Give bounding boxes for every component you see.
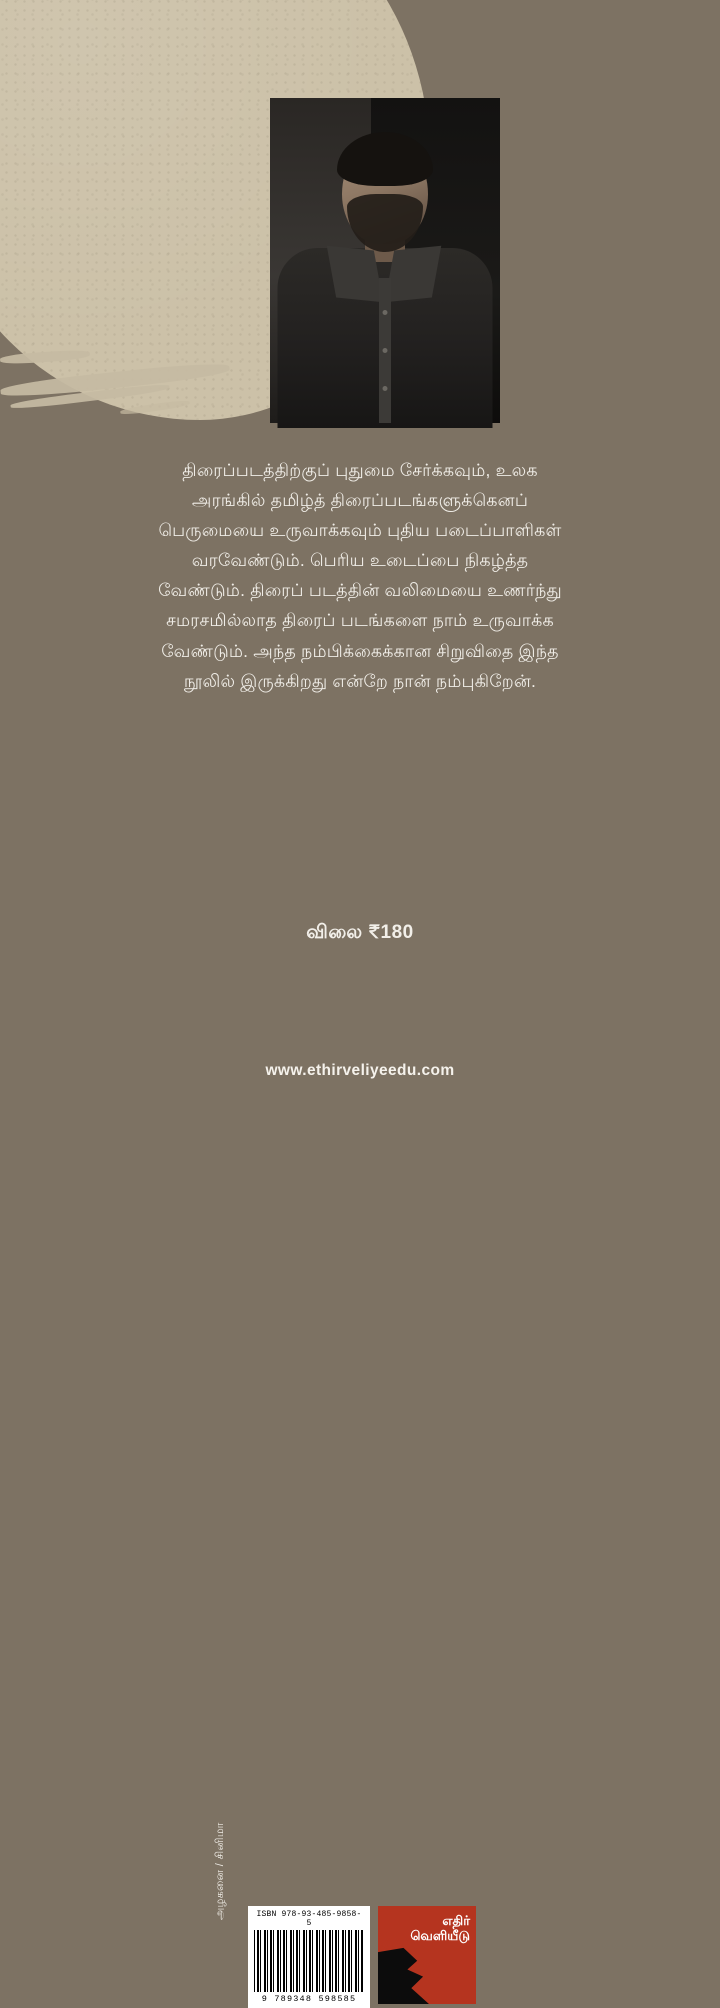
publisher-logo [378, 1906, 476, 2004]
logo-line-2: வெளியீடு [410, 1927, 470, 1943]
portrait-shirt-button [383, 310, 388, 315]
barcode [248, 1906, 370, 2008]
portrait-shirt-button [383, 386, 388, 391]
publisher-website[interactable]: www.ethirveliyeedu.com [265, 1062, 455, 1079]
barcode-number: 9 789348 598585 [261, 1994, 357, 2004]
category-label: அழகனை / சினிமா [214, 1822, 226, 1920]
author-portrait [270, 98, 500, 423]
isbn-text: ISBN 978-93-485-9858-5 [256, 1910, 362, 1928]
logo-text [410, 1914, 470, 1944]
price-label: விலை ₹180 [306, 922, 414, 943]
barcode-bars [254, 1930, 364, 1992]
back-cover-blurb: திரைப்படத்திற்குப் புதுமை சேர்க்கவும், உலக அரங்கில் தமிழ்த் திரைப்படங்களுக்கெனப் பெருமையை உருவாக்கவும் புதிய படைப்பாளிகள் வரவேண்டும். பெரிய உடைப்பை நிகழ்த்த வேண்டும். திரைப் படத்தின் வலிமையை உணர்ந்து சமரசமில்லாத திரைப் படங்களை நாம் உருவாக்க வேண்டும். அந்த நம்பிக்கைக்கான சிறுவிதை இந்த நூலில் இருக்கிறது என்றே நான் நம்புகிறேன். [158, 460, 562, 691]
logo-line-1: எதிர் [442, 1913, 470, 1928]
portrait-shirt-button [383, 348, 388, 353]
